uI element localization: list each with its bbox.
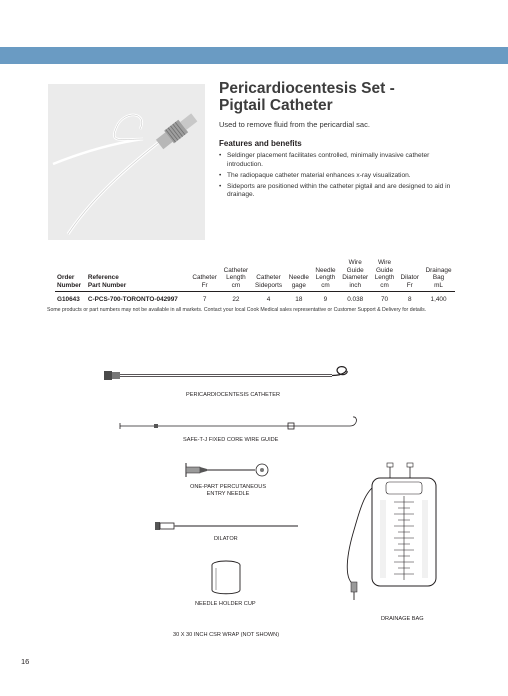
feature-item: • Seldinger placement facilitates controlled, minimally invasive catheter introduction. xyxy=(219,152,459,169)
header-wire-guide-length: Wire Guide Length cm xyxy=(374,259,395,289)
caption-wire-guide: SAFE-T-J FIXED CORE WIRE GUIDE xyxy=(183,437,279,443)
feature-item: • Sideports are positioned within the catheter pigtail and are designed to aid in drainage. xyxy=(219,183,459,200)
cell-needle-gage: 18 xyxy=(295,296,303,303)
header-needle-gage: Needle gage xyxy=(288,274,309,289)
page-title xyxy=(219,80,479,114)
dilator-illustration xyxy=(153,516,303,536)
product-photo xyxy=(48,84,205,240)
header-catheter-length: Catheter Length cm xyxy=(223,266,249,289)
cell-order-number: G10643 xyxy=(57,296,80,303)
features-heading: Features and benefits xyxy=(219,139,302,148)
header-band xyxy=(0,47,508,64)
caption-needle: ONE-PART PERCUTANEOUS ENTRY NEEDLE xyxy=(190,484,267,497)
header-catheter-fr: Catheter Fr xyxy=(192,274,217,289)
header-order-number: Order Number xyxy=(57,274,82,289)
cell-catheter-sideports: 4 xyxy=(266,296,271,303)
header-catheter-sideports: Catheter Sideports xyxy=(255,274,283,289)
drainage-bag-illustration xyxy=(340,460,452,608)
table-header-row xyxy=(55,259,455,292)
cell-reference-part-number: C-PCS-700-TORONTO-042997 xyxy=(87,296,178,303)
feature-item: • The radiopaque catheter material enhances x-ray visualization. xyxy=(219,172,459,181)
product-subtitle: Used to remove fluid from the pericardial sac. xyxy=(219,120,370,129)
caption-catheter: PERICARDIOCENTESIS CATHETER xyxy=(186,392,281,398)
caption-needle-holder-cup: NEEDLE HOLDER CUP xyxy=(195,601,256,607)
cell-catheter-length: 22 xyxy=(232,296,240,303)
cell-drainage-bag: 1,400 xyxy=(430,296,447,303)
disclaimer-note: Some products or part numbers may not be available in all markets. Contact your local Cook Medical sales representative or Customer Support & Delivery for details. xyxy=(47,307,427,313)
caption-csr-wrap: 30 X 30 INCH CSR WRAP (NOT SHOWN) xyxy=(173,632,280,638)
features-list xyxy=(219,152,459,202)
cell-wire-guide-length: 70 xyxy=(380,296,389,303)
spec-table xyxy=(55,259,455,305)
cell-needle-length: 9 xyxy=(323,296,328,303)
table-row xyxy=(55,292,455,306)
title-line-2: Pigtail Catheter xyxy=(219,97,333,114)
header-reference-part-number: Reference Part Number xyxy=(87,274,127,289)
title-line-1: Pericardiocentesis Set - xyxy=(219,80,395,97)
needle-holder-cup-illustration xyxy=(208,560,244,596)
header-dilator-fr: Dilator Fr xyxy=(400,274,419,289)
cell-wire-guide-diameter: 0.038 xyxy=(347,296,364,303)
caption-drainage-bag: DRAINAGE BAG xyxy=(381,616,424,622)
page-number: 16 xyxy=(21,657,30,666)
caption-dilator: DILATOR xyxy=(214,536,238,542)
cell-dilator-fr: 8 xyxy=(407,296,412,303)
needle-illustration xyxy=(183,459,273,481)
header-wire-guide-diameter: Wire Guide Diameter inch xyxy=(342,259,369,289)
header-drainage-bag: Drainage Bag mL xyxy=(425,266,452,289)
header-needle-length: Needle Length cm xyxy=(315,266,336,289)
cell-catheter-fr: 7 xyxy=(202,296,207,303)
catheter-photo-image xyxy=(48,84,205,240)
catheter-illustration xyxy=(100,366,360,392)
